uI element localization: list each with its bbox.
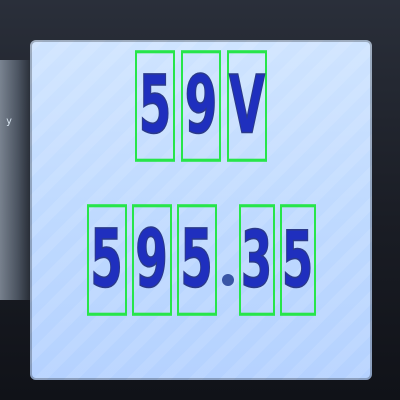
digit-box: V	[227, 50, 267, 162]
lcd-screen	[30, 40, 372, 380]
digit-box: 9	[181, 50, 221, 162]
side-label: y	[6, 116, 13, 127]
digit-box: 3	[239, 204, 275, 316]
bottom-line	[30, 213, 372, 307]
decimal-point	[222, 274, 234, 286]
digit-box: 9	[132, 204, 172, 316]
digit-box: 5	[135, 50, 175, 162]
digit-box: 5	[87, 204, 127, 316]
digit-box: 5	[280, 204, 316, 316]
digit-box: 5	[177, 204, 217, 316]
left-panel	[0, 60, 30, 300]
top-line	[30, 59, 372, 153]
